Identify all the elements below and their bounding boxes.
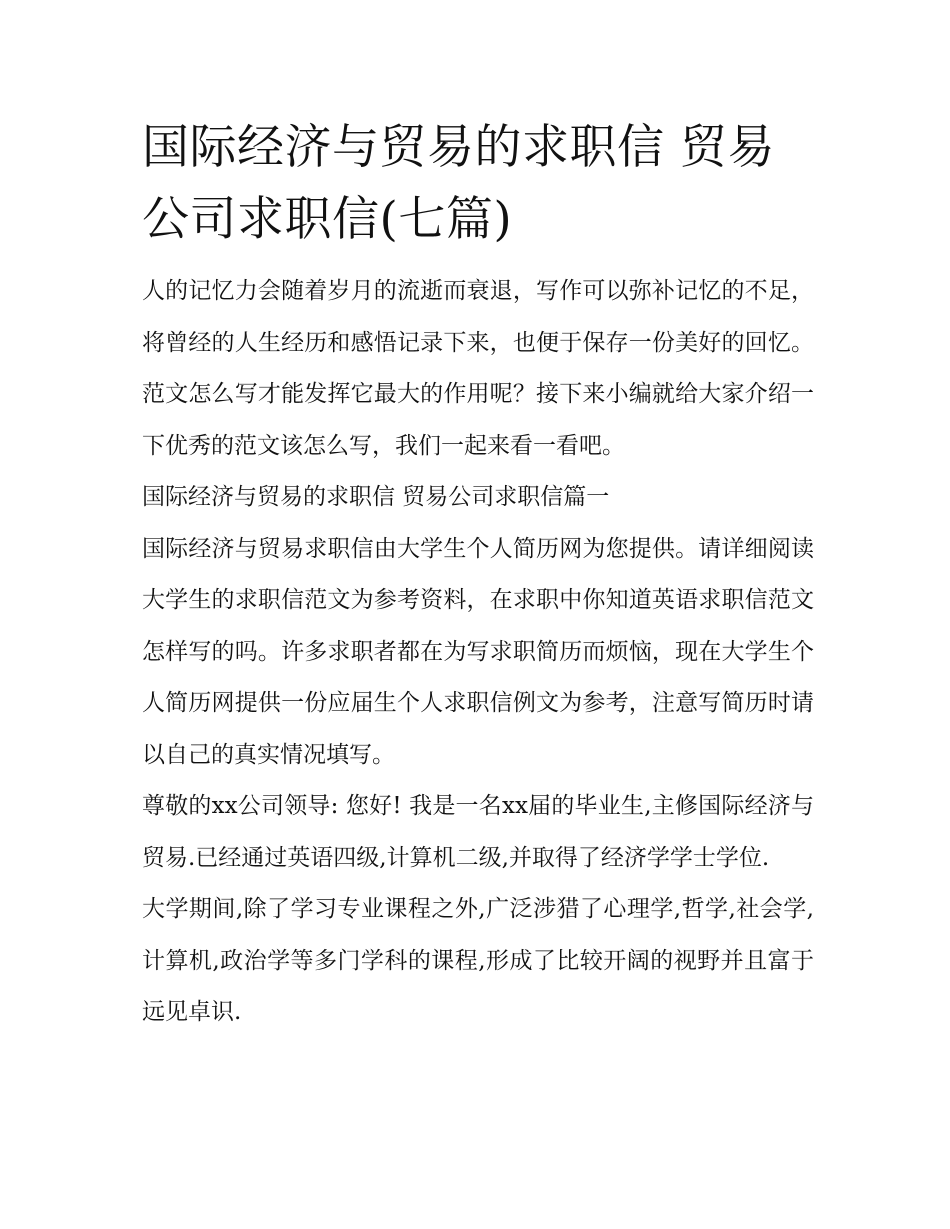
letter-greeting-paragraph: 尊敬的xx公司领导: 您好! 我是一名xx届的毕业生,主修国际经济与贸易.已经通过英语四级,计算机二级,并取得了经济学学士学位. (142, 793, 814, 871)
document-page (142, 112, 814, 1039)
document-title: 国际经济与贸易的求职信 贸易公司求职信(七篇) (142, 120, 775, 247)
body-paragraph: 国际经济与贸易求职信由大学生个人简历网为您提供。请详细阅读大学生的求职信范文为参考资料，在求职中你知道英语求职信范文怎样写的吗。许多求职者都在为写求职简历而烦恼，现在大学生个人简历网提供一份应届生个人求职信例文为参考，注意写简历时请以自己的真实情况填写。 (142, 535, 814, 768)
section-heading: 国际经济与贸易的求职信 贸易公司求职信篇一 (142, 484, 610, 510)
intro-paragraph: 人的记忆力会随着岁月的流逝而衰退，写作可以弥补记忆的不足，将曾经的人生经历和感悟记录下来，也便于保存一份美好的回忆。范文怎么写才能发挥它最大的作用呢？接下来小编就给大家介绍一下优秀的范文该怎么写，我们一起来看一看吧。 (142, 278, 814, 459)
body-paragraph: 大学期间,除了学习专业课程之外,广泛涉猎了心理学,哲学,社会学,计算机,政治学等多门学科的课程,形成了比较开阔的视野并且富于远见卓识. (142, 896, 814, 1025)
document-body (142, 266, 814, 1039)
